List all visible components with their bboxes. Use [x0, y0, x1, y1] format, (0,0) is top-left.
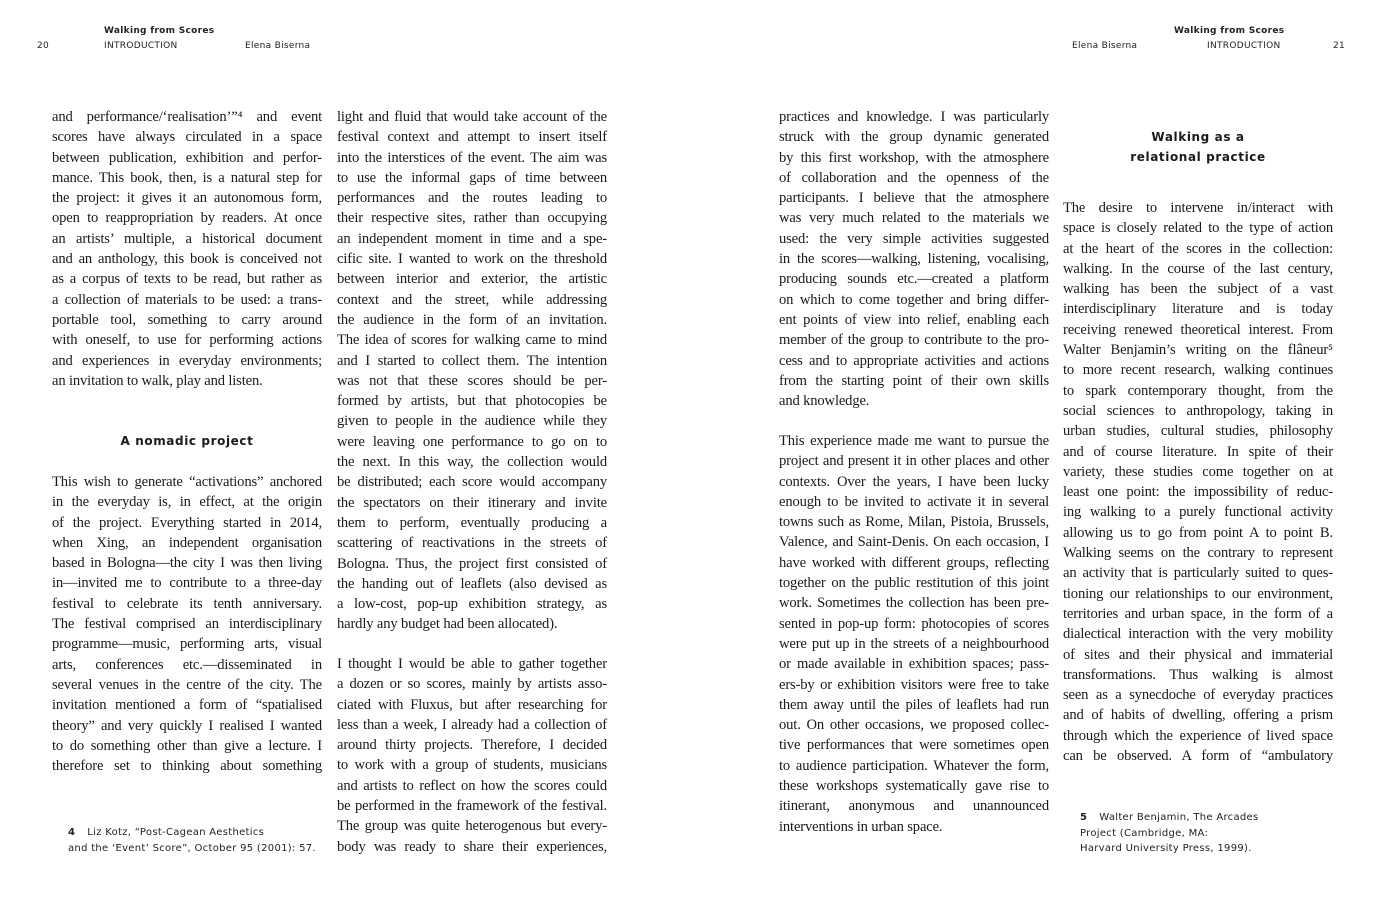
paragraph — [337, 654, 607, 857]
text-line: Bologna. Thus, the project first consisted of — [337, 555, 607, 572]
heading-line: relational practice — [1130, 150, 1266, 165]
text-line: festival to celebrate its tenth anniversary. — [52, 595, 322, 612]
text-line: were put up in the streets of a neighbourhood — [779, 635, 1049, 652]
text-line: The festival comprised an interdisciplinary — [52, 616, 322, 633]
text-line: urban studies, cultural studies, philosophy — [1063, 423, 1333, 440]
text-line: Walking seems on the contrary to represent — [1063, 545, 1333, 562]
text-line: out. On other occasions, we proposed collec- — [779, 717, 1049, 734]
footnote-line: and the ‘Event’ Score”, October 95 (2001): 57. — [68, 842, 316, 854]
text-line: sented in pop-up form: photocopies of scores — [779, 615, 1049, 632]
text-line: context and the street, while addressing — [337, 291, 607, 308]
text-line: theory” and very quickly I realised I wanted — [52, 717, 322, 734]
text-line: in the everyday is, in effect, at the origin — [52, 494, 322, 511]
text-line: given to people in the audience while they — [337, 413, 607, 430]
text-line: when Xing, an independent organisation — [52, 534, 322, 551]
text-line: cess and to appropriate activities and actions — [779, 352, 1049, 369]
text-line: of collaboration and the openness of the — [779, 169, 1049, 186]
text-line: ciated with Fluxus, but after researching for — [337, 696, 607, 713]
text-line: social sciences to anthropology, taking in — [1063, 402, 1333, 419]
paragraph — [1063, 198, 1333, 766]
text-line: with oneself, to use for performing actions — [52, 332, 322, 349]
text-line: them away until the piles of leaflets had run — [779, 696, 1049, 713]
text-line: several venues in the centre of the city. The — [52, 676, 322, 693]
text-line: space is closely related to the type of action — [1063, 220, 1333, 237]
text-line: participants. I believe that the atmosphere — [779, 190, 1049, 207]
paragraph — [52, 472, 322, 776]
text-line: and knowledge. — [779, 393, 870, 410]
text-line: be distributed; each score would accompany — [337, 474, 607, 491]
text-line: mance. This book, then, is a natural step for — [52, 169, 322, 186]
text-line: between publication, exhibition and perfor- — [52, 149, 322, 166]
text-line: an invitation to walk, play and listen. — [52, 372, 263, 389]
text-line: transformations. Thus walking is almost — [1063, 666, 1333, 683]
text-line: formed by artists, but that photocopies be — [337, 393, 607, 410]
text-line: I thought I would be able to gather together — [337, 656, 607, 672]
text-line: a dozen or so scores, mainly by artists asso- — [337, 676, 607, 693]
text-line: into the interstices of the event. The aim was — [337, 149, 607, 166]
text-line: enough to be invited to activate it in several — [779, 493, 1049, 510]
text-line: contexts. Over the years, I have been lucky — [779, 473, 1049, 490]
text-line: and performance/‘realisation’”⁴ and event — [52, 109, 322, 125]
text-line: interventions in urban space. — [779, 818, 943, 835]
text-line: were leaving one performance to go on to — [337, 433, 607, 450]
footnote-line: Harvard University Press, 1999). — [1080, 843, 1252, 854]
text-line: scores have always circulated in a space — [52, 129, 322, 146]
text-line: their respective sites, rather than occupying — [337, 210, 607, 227]
text-line: variety, these studies come together on at — [1063, 463, 1333, 480]
text-line: hardly any budget had been allocated). — [337, 616, 558, 633]
text-line: can be observed. A form of “ambulatory — [1063, 748, 1333, 765]
text-line: The idea of scores for walking came to mind — [337, 332, 607, 349]
text-line: walking. In the course of the last century, — [1063, 260, 1333, 277]
text-line: an artists’ multiple, a historical document — [52, 230, 322, 247]
text-line: work. Sometimes the collection has been pre- — [779, 595, 1049, 612]
text-line: and an anthology, this book is conceived not — [52, 251, 322, 268]
text-line: member of the group to contribute to the pro- — [779, 332, 1049, 349]
text-line: light and fluid that would take account of the — [337, 109, 607, 125]
text-line: to spark contemporary thought, from the — [1063, 382, 1333, 399]
text-line: tioning our relationships to our environment, — [1063, 585, 1333, 602]
footnote-number: 5 — [1080, 812, 1088, 823]
text-line: based in Bologna—the city I was then living — [52, 555, 322, 572]
text-line: project and present it in other places and other — [779, 453, 1049, 470]
text-line: dialectical interaction with the very mobility — [1063, 626, 1333, 643]
paragraph — [52, 107, 322, 391]
section-heading: A nomadic project — [120, 434, 254, 448]
text-line: receiving renewed theoretical interest. From — [1063, 321, 1333, 338]
running-author: Elena Biserna — [245, 41, 311, 51]
text-line: This wish to generate “activations” anchored — [52, 474, 322, 490]
running-title: Walking from Scores — [1174, 26, 1285, 36]
text-line: arts, conferences etc.—disseminated in — [52, 656, 322, 673]
text-line: in the scores—walking, listening, vocalising, — [779, 251, 1049, 268]
text-line: Valence, and Saint-Denis. On each occasion, I — [779, 534, 1049, 551]
text-line: interdisciplinary literature and is today — [1063, 301, 1333, 318]
page-number: 21 — [1333, 41, 1346, 51]
text-line: an independent moment in time and a spe- — [337, 230, 607, 247]
footnote — [68, 825, 316, 856]
text-line: open to reappropriation by readers. At once — [52, 210, 322, 227]
text-line: an activity that is particularly suited to ques- — [1063, 565, 1333, 582]
footnote-line: Project (Cambridge, MA: — [1080, 827, 1209, 839]
running-section: INTRODUCTION — [1207, 41, 1281, 51]
text-line: walking has been the subject of a vast — [1063, 281, 1333, 298]
text-line: This experience made me want to pursue the — [779, 433, 1049, 449]
text-line: a collection of materials to be used: a trans- — [52, 291, 322, 308]
text-line: from the starting point of their own skills — [779, 372, 1049, 389]
text-line: these workshops systematically gave rise to — [779, 778, 1049, 795]
text-line: by this first workshop, with the atmosphere — [779, 149, 1049, 166]
text-line: least one point: the impossibility of reduc- — [1063, 484, 1333, 501]
text-line: around thirty projects. Therefore, I decided — [337, 737, 607, 754]
text-line: Walter Benjamin’s writing on the flâneur⁵ — [1063, 342, 1333, 359]
text-line: ers-by or exhibition visitors were free to take — [779, 676, 1049, 693]
text-line: scattering of reactivations in the streets of — [337, 535, 607, 552]
text-line: itinerant, anonymous and unannounced — [779, 798, 1049, 815]
text-line: programme—music, performing arts, visual — [52, 636, 322, 653]
text-line: and I started to collect them. The intention — [337, 352, 607, 369]
text-line: cific site. I wanted to work on the threshold — [337, 251, 607, 268]
text-line: at the heart of the scores in the collection: — [1063, 240, 1333, 257]
text-line: practices and knowledge. I was particularly — [779, 109, 1049, 125]
text-line: towns such as Rome, Milan, Pistoia, Brussels, — [779, 514, 1049, 531]
text-line: be performed in the framework of the festival. — [337, 798, 607, 815]
text-line: or made available in exhibition spaces; pass- — [779, 656, 1049, 673]
text-line: seen as a synecdoche of everyday practices — [1063, 687, 1333, 704]
text-line: to work with a group of students, musicians — [337, 757, 607, 774]
text-line: The desire to intervene in/interact with — [1063, 200, 1333, 216]
text-line: tive performances that were sometimes open — [779, 737, 1049, 754]
text-line: the handing out of leaflets (also devised as — [337, 575, 607, 592]
text-line: and of course literature. In spite of their — [1063, 443, 1333, 460]
text-line: allowing us to go from point A to point B. — [1063, 524, 1333, 541]
text-line: in—invited me to contribute to a three-day — [52, 575, 322, 592]
text-line: through which the experience of lived space — [1063, 727, 1333, 744]
text-line: the next. In this way, the collection would — [337, 454, 607, 471]
text-line: and experiences in everyday environments; — [52, 352, 322, 369]
text-line: to audience participation. Whatever the form, — [779, 757, 1049, 774]
text-line: territories and urban space, in the form of a — [1063, 605, 1333, 622]
text-line: The group was quite heterogenous but every- — [337, 818, 607, 835]
text-line: performances and the routes leading to — [337, 190, 607, 207]
text-line: invitation mentioned a form of “spatialised — [52, 697, 322, 714]
text-line: to do something other than give a lecture. I — [52, 737, 322, 754]
text-line: producing sounds etc.—created a platform — [779, 271, 1049, 288]
text-line: of sites and their physical and immaterial — [1063, 646, 1333, 663]
text-line: them to perform, eventually producing a — [337, 514, 607, 531]
text-line: a low-cost, pop-up exhibition strategy, as — [337, 596, 607, 613]
text-line: the project: it gives it an autonomous form, — [52, 190, 322, 207]
text-line: the audience in the form of an invitation. — [337, 311, 607, 328]
running-section: INTRODUCTION — [104, 41, 178, 51]
text-line: as a corpus of texts to be read, but rather as — [52, 271, 322, 288]
text-line: portable tool, something to carry around — [52, 311, 322, 328]
text-line: on which to come together and bring differ- — [779, 291, 1049, 308]
footnote-line: Walter Benjamin, The Arcades — [1099, 812, 1259, 823]
text-line: and of habits of dwelling, offering a prism — [1063, 707, 1333, 724]
text-line: to use the informal gaps of time between — [337, 169, 607, 186]
paragraph — [779, 431, 1049, 837]
text-line: between interior and exterior, the artistic — [337, 271, 607, 288]
text-line: festival context and attempt to insert itself — [337, 129, 607, 146]
page-number: 20 — [37, 41, 50, 51]
text-line: ing walking to a purely functional activity — [1063, 504, 1333, 521]
text-line: was very much related to the materials we — [779, 210, 1049, 227]
text-line: of the project. Everything started in 2014, — [52, 514, 322, 531]
footnote-line: Liz Kotz, “Post-Cagean Aesthetics — [87, 827, 265, 838]
running-title: Walking from Scores — [104, 26, 215, 36]
text-line: ent points of view into relief, enabling each — [779, 311, 1049, 328]
text-line: together on the public restitution of this joint — [779, 575, 1049, 592]
text-line: was not that these scores should be per- — [337, 372, 607, 389]
footnote-number: 4 — [68, 827, 76, 838]
footnote — [1080, 810, 1259, 857]
text-line: less than a week, I already had a collection of — [337, 716, 607, 733]
paragraph — [337, 107, 607, 635]
text-line: used: the very simple activities suggested — [779, 230, 1049, 247]
text-line: struck with the group dynamic generated — [779, 129, 1049, 146]
running-author: Elena Biserna — [1072, 41, 1138, 51]
paragraph — [779, 107, 1049, 411]
heading-line: Walking as a — [1151, 130, 1245, 144]
section-heading — [1063, 127, 1333, 168]
text-line: have worked with different groups, reflecting — [779, 554, 1049, 571]
text-line: body was ready to share their experiences, — [337, 838, 607, 855]
text-line: to more recent research, walking continues — [1063, 362, 1333, 379]
text-line: therefore set to thinking about something — [52, 758, 322, 775]
text-line: and artists to reflect on how the scores could — [337, 777, 607, 794]
text-line: the spectators on their itinerary and invite — [337, 494, 607, 511]
